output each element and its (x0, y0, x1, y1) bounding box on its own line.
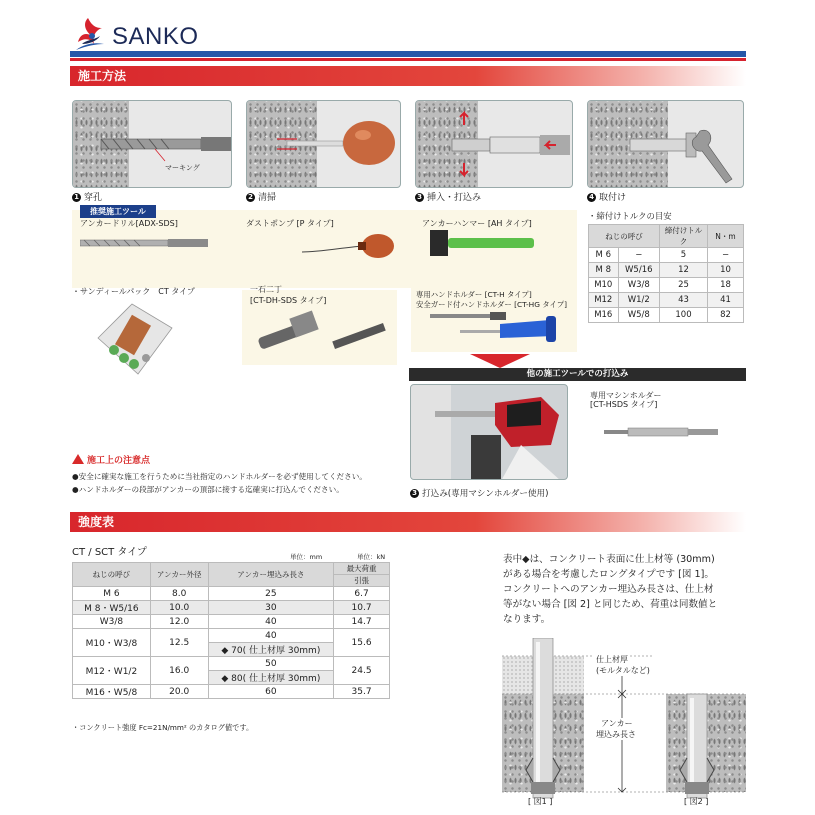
strength-row (73, 615, 390, 629)
embed-length-line2: 埋込み長さ (596, 730, 636, 739)
strength-cell: M 8・W5/16 (73, 601, 151, 615)
step-2-label: 清掃 (258, 193, 277, 203)
strength-section-title: 強度表 (70, 512, 746, 532)
combo-tool-line2: [CT-DH-SDS タイプ] (250, 296, 327, 305)
torque-table (588, 224, 744, 323)
strength-subtitle: CT / SCT タイプ (72, 547, 147, 558)
torque-cell: 10 (708, 263, 744, 278)
strength-cell: M 6 (73, 587, 151, 601)
drill-icon (73, 101, 232, 188)
torque-cell: 43 (660, 293, 708, 308)
step-4-image (587, 100, 744, 188)
caution-line-2: ●ハンドホルダーの段部がアンカーの頂部に接する迄確実に打込んでください。 (72, 485, 344, 494)
torque-cell: 41 (708, 293, 744, 308)
arrow-down-icon (470, 354, 530, 368)
step-4-caption (587, 190, 626, 203)
hand-holder-line2: 安全ガード付ハンドホルダー [CT-HG タイプ] (416, 300, 567, 309)
strength-row (73, 657, 390, 671)
figure-2-label: [ 図2 ] (684, 797, 709, 806)
anchor-hammer-label: アンカーハンマー [AH タイプ] (422, 219, 532, 228)
unit-mm: 単位：mm (290, 553, 323, 561)
dust-pump-icon (247, 101, 401, 188)
strength-header-max-load: 最大荷重 (334, 563, 390, 575)
torque-cell: M 6 (589, 248, 619, 263)
torque-header-unit: N・m (708, 225, 744, 248)
strength-table (72, 562, 390, 699)
torque-cell: 5 (660, 248, 708, 263)
torque-row (589, 248, 744, 263)
finish-thickness-line1: 仕上材厚 (596, 655, 628, 664)
strength-cell: 50 (208, 657, 334, 671)
torque-cell: M10 (589, 278, 619, 293)
strength-cell: W3/8 (73, 615, 151, 629)
rotary-hammer-icon (411, 385, 568, 480)
figure-1-label: [ 図1 ] (528, 797, 553, 806)
torque-cell: 100 (660, 308, 708, 323)
step-2-image (246, 100, 401, 188)
note-line: コンクリートへのアンカー埋込み長さは、仕上材 (503, 584, 714, 595)
machine-step-number: 3 (410, 489, 419, 498)
torque-cell: M12 (589, 293, 619, 308)
strength-header-pull: 引張 (334, 575, 390, 587)
strength-cell: 20.0 (150, 685, 208, 699)
step-1-image (72, 100, 232, 188)
anchor-hammer-icon (430, 228, 535, 258)
step-2-caption (246, 190, 276, 203)
strength-cell: M10・W3/8 (73, 629, 151, 657)
dust-pump-label: ダストポンプ [P タイプ] (246, 219, 334, 228)
embed-length-line1: アンカー (601, 719, 633, 728)
step-2-number: 2 (246, 193, 255, 202)
strength-cell: M12・W1/2 (73, 657, 151, 685)
torque-title: ・締付けトルクの目安 (588, 211, 672, 221)
strength-row (73, 685, 390, 699)
brand-name: SANKO (112, 23, 199, 50)
dust-pump-tool-icon (300, 222, 400, 262)
machine-holder-line2: [CT-HSDS タイプ] (590, 400, 658, 409)
note-line: なります。 (503, 614, 551, 625)
strength-cell: 24.5 (334, 657, 390, 685)
anchor-drill-icon (80, 236, 210, 250)
strength-note (503, 552, 717, 627)
step-1-caption (72, 190, 102, 203)
step-3-image (415, 100, 573, 188)
torque-cell: W3/8 (618, 278, 659, 293)
torque-row (589, 263, 744, 278)
strength-cell: M16・W5/8 (73, 685, 151, 699)
strength-cell: 14.7 (334, 615, 390, 629)
wrench-icon (588, 101, 744, 188)
anchor-diagram (502, 638, 746, 808)
strength-header-screw: ねじの呼び (73, 563, 151, 587)
machine-holder-photo (410, 384, 568, 480)
machine-step-caption (410, 487, 548, 499)
strength-cell: 40 (208, 629, 334, 643)
step-4-label: 取付け (599, 193, 627, 203)
torque-cell: 18 (708, 278, 744, 293)
step-4-number: 4 (587, 193, 596, 202)
hand-holder-icon (430, 310, 570, 350)
strength-footnote: ・コンクリート強度 Fc=21N/mm² のカタログ値です。 (72, 723, 254, 732)
torque-cell: − (708, 248, 744, 263)
anchor-insert-icon (416, 101, 573, 188)
note-line: がある場合を考慮したロングタイプです [図 1]。 (503, 569, 714, 580)
install-section-title: 施工方法 (70, 66, 746, 86)
strength-row (73, 587, 390, 601)
step-3-number: 3 (415, 193, 424, 202)
torque-cell: W1/2 (618, 293, 659, 308)
sandeal-pack-icon (92, 298, 178, 382)
torque-cell: − (618, 248, 659, 263)
step-1-number: 1 (72, 193, 81, 202)
torque-cell: 25 (660, 278, 708, 293)
finish-thickness-line2: (モルタルなど) (596, 666, 650, 675)
strength-row (73, 629, 390, 643)
machine-holder-line1: 専用マシンホルダー (590, 391, 662, 400)
torque-row (589, 308, 744, 323)
strength-header-depth: アンカー埋込み長さ (208, 563, 334, 587)
strength-cell: 6.7 (334, 587, 390, 601)
torque-cell: 12 (660, 263, 708, 278)
strength-cell: 10.7 (334, 601, 390, 615)
recommended-tools-badge: 推奨施工ツール (80, 205, 156, 218)
strength-cell: 30 (208, 601, 334, 615)
hand-holder-line1: 専用ハンドホルダー [CT-H タイプ] (416, 290, 532, 299)
torque-row (589, 293, 744, 308)
unit-kn: 単位：kN (357, 553, 386, 561)
step-1-label: 穿孔 (84, 193, 103, 203)
strength-cell: 10.0 (150, 601, 208, 615)
marking-label: マーキング (165, 164, 200, 172)
machine-holder-icon (604, 426, 720, 438)
torque-header-torque: 締付けトルク (660, 225, 708, 248)
machine-step-label: 打込み(専用マシンホルダー使用) (422, 489, 549, 499)
header-stripe-blue (70, 51, 746, 57)
step-3-caption (415, 190, 481, 203)
warning-icon (72, 454, 84, 464)
strength-cell: 35.7 (334, 685, 390, 699)
strength-cell: 25 (208, 587, 334, 601)
torque-cell: M 8 (589, 263, 619, 278)
strength-cell: 15.6 (334, 629, 390, 657)
strength-cell: ◆ 80( 仕上材厚 30mm) (208, 671, 334, 685)
note-line: 等がない場合 [図 2] と同じため、荷重は同数値と (503, 599, 718, 610)
strength-header-diameter: アンカー外径 (150, 563, 208, 587)
header-stripe-red (70, 58, 746, 61)
strength-cell: 40 (208, 615, 334, 629)
caution-title (72, 453, 150, 466)
note-line: 表中◆は、コンクリート表面に仕上材等 (30mm) (503, 554, 715, 565)
torque-cell: W5/16 (618, 263, 659, 278)
torque-header-screw: ねじの呼び (589, 225, 660, 248)
other-tools-title: 他の施工ツールでの打込み (409, 368, 746, 381)
strength-cell: 16.0 (150, 657, 208, 685)
sandeal-pack-label: ・サンディールパック CT タイプ (72, 287, 195, 296)
caution-title-text: 施工上の注意点 (87, 456, 151, 466)
strength-cell: 8.0 (150, 587, 208, 601)
torque-cell: W5/8 (618, 308, 659, 323)
combo-tool-line1: 一石二丁 (250, 285, 282, 294)
strength-cell: 12.5 (150, 629, 208, 657)
torque-cell: 82 (708, 308, 744, 323)
caution-line-1: ●安全に確実な施工を行うために当社指定のハンドホルダーを必ず使用してください。 (72, 472, 367, 481)
strength-cell: 60 (208, 685, 334, 699)
anchor-drill-label: アンカードリル[ADX-SDS] (80, 219, 178, 228)
strength-cell: ◆ 70( 仕上材厚 30mm) (208, 643, 334, 657)
step-3-label: 挿入・打込み (427, 193, 482, 203)
strength-cell: 12.0 (150, 615, 208, 629)
combo-tool-icon (252, 306, 392, 360)
strength-row (73, 601, 390, 615)
torque-row (589, 278, 744, 293)
torque-cell: M16 (589, 308, 619, 323)
